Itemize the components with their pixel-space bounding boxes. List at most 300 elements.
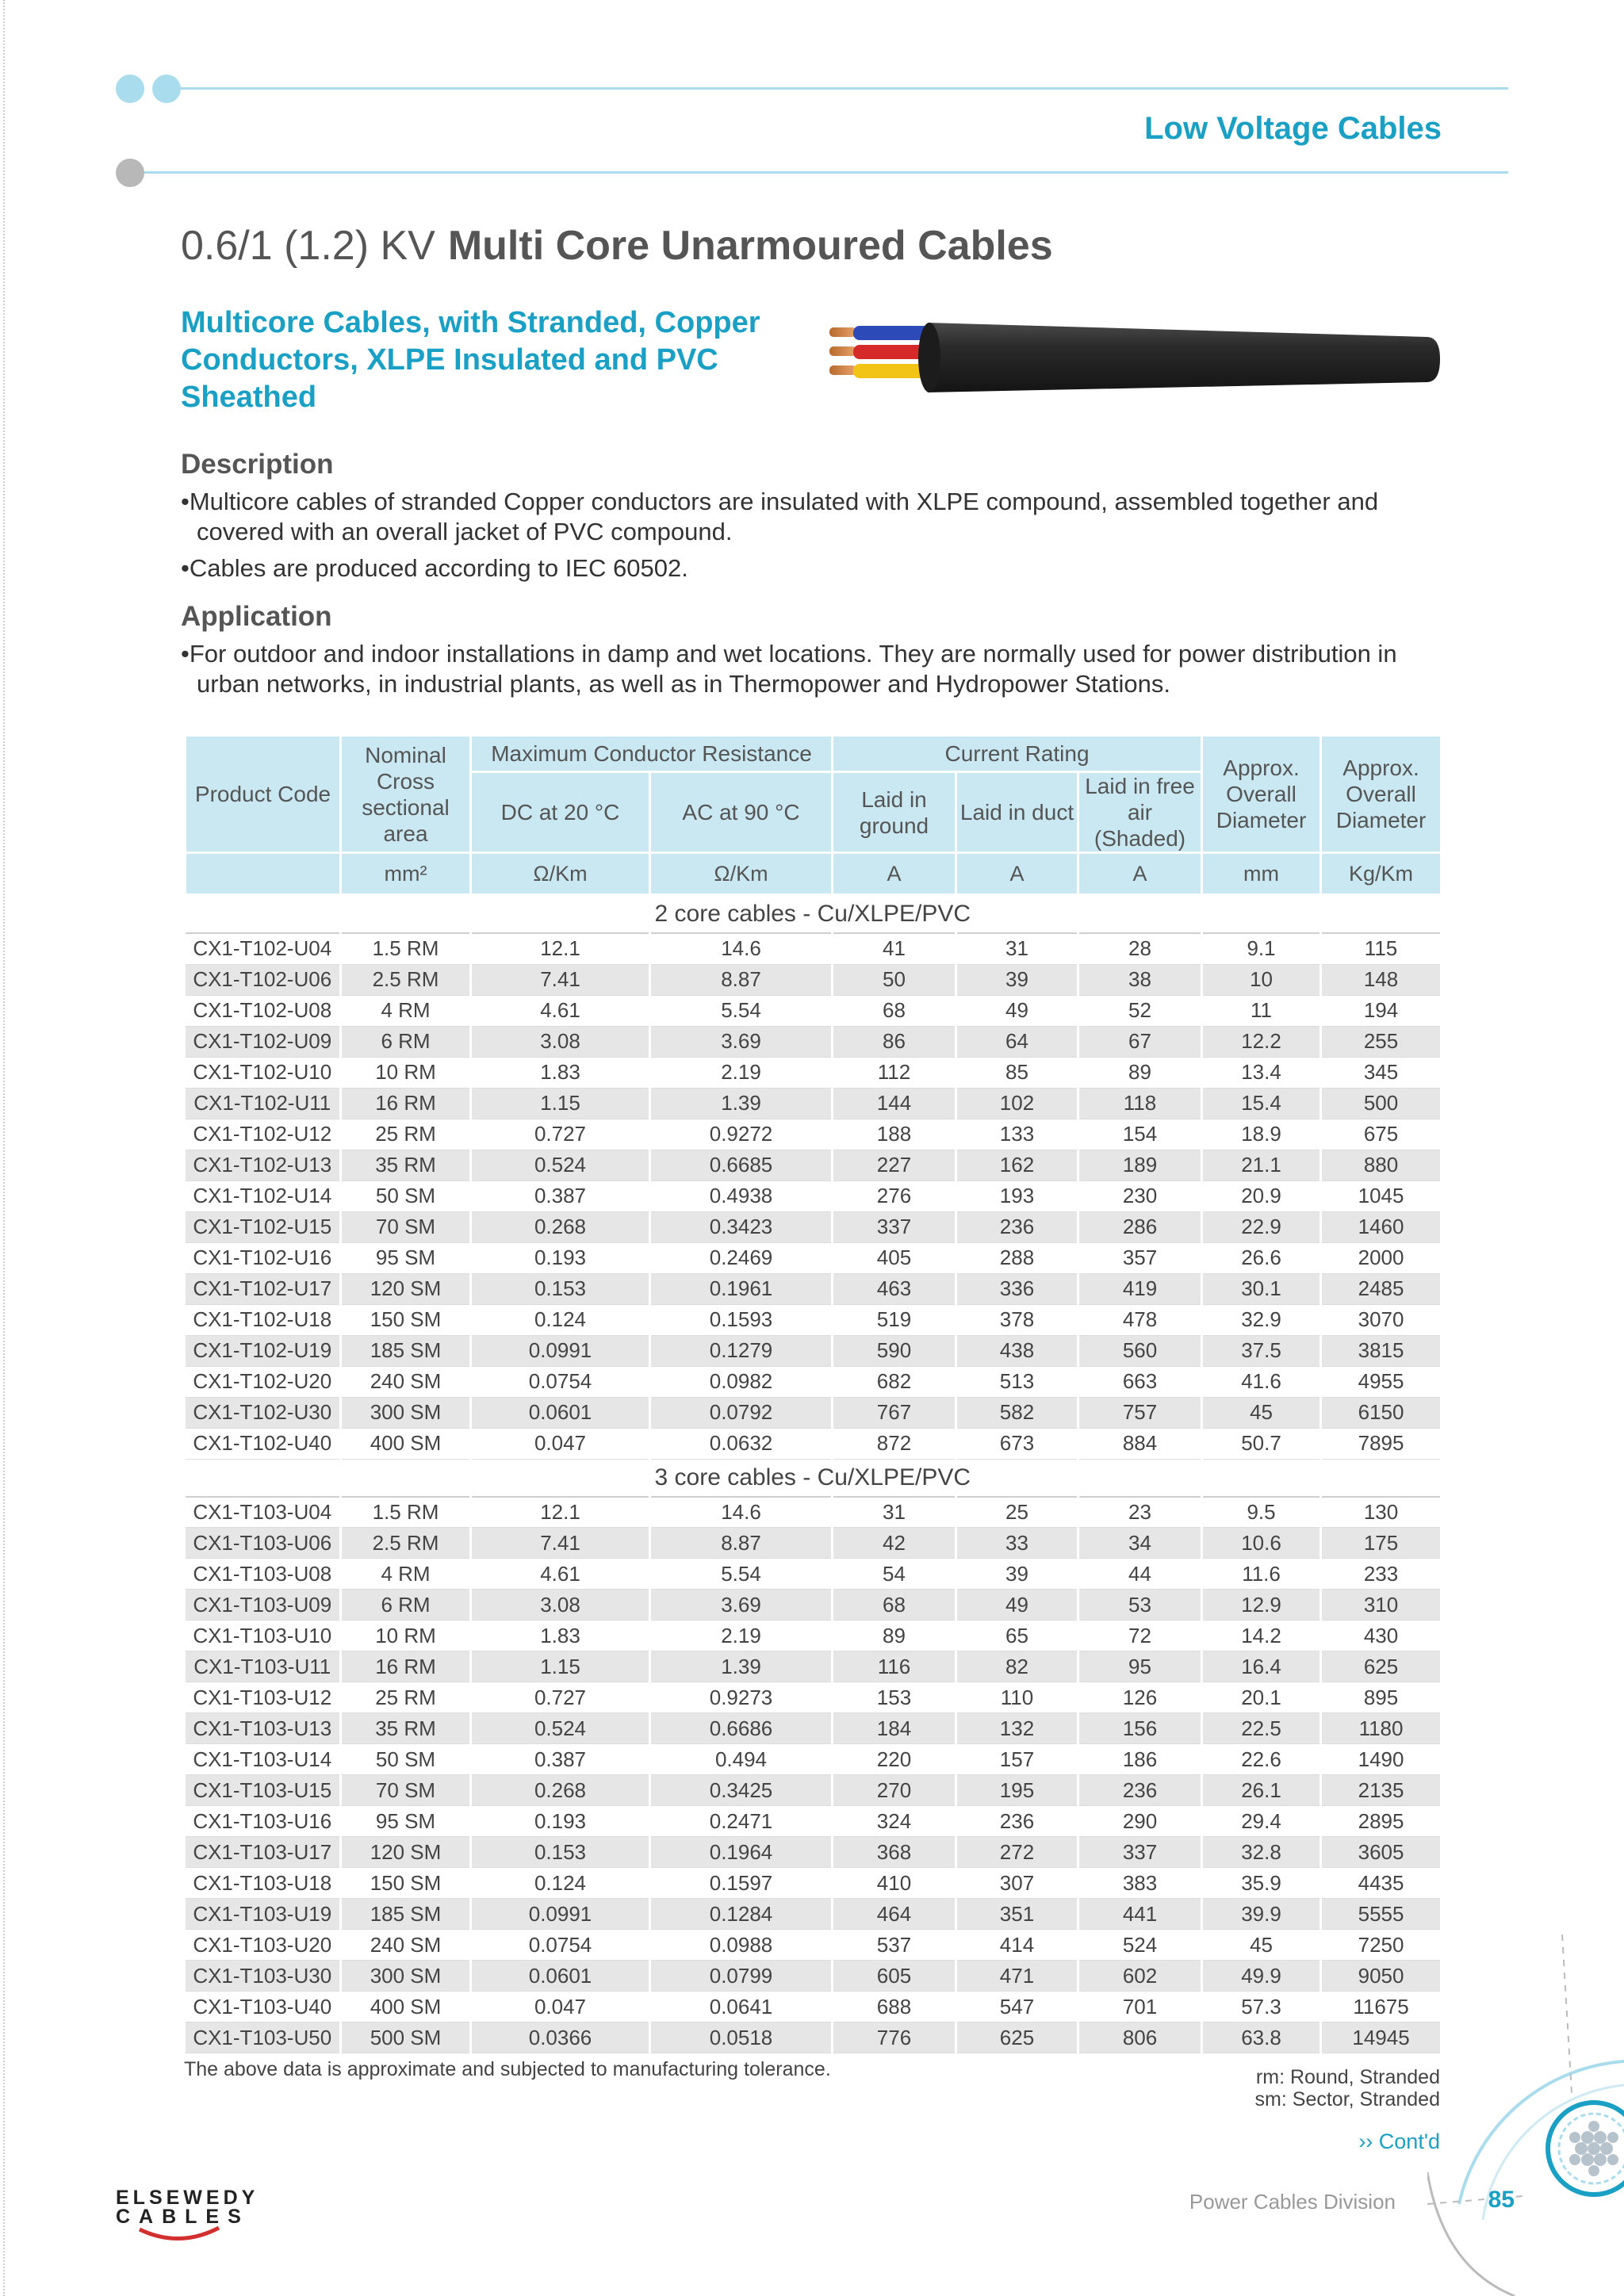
units-product-code (186, 853, 341, 895)
abbreviation-legend (1255, 2066, 1440, 2110)
table-cell: 112 (833, 1057, 956, 1088)
table-cell: 70 SM (341, 1775, 471, 1806)
table-cell: 276 (833, 1181, 956, 1211)
table-cell: 419 (1078, 1273, 1202, 1304)
table-cell: 0.6685 (650, 1150, 833, 1181)
table-cell: 95 SM (341, 1242, 471, 1273)
table-cell: 378 (956, 1304, 1078, 1335)
table-cell: 675 (1321, 1119, 1442, 1150)
table-row (186, 933, 1442, 964)
table-cell: 6 RM (341, 1590, 471, 1621)
table-cell: 0.047 (471, 1992, 650, 2022)
table-cell: 1.83 (471, 1057, 650, 1088)
table-row (186, 1899, 1442, 1930)
table-cell: 400 SM (341, 1428, 471, 1459)
table-row (186, 2022, 1442, 2053)
table-cell: 156 (1078, 1713, 1202, 1744)
table-cell: 464 (833, 1899, 956, 1930)
table-cell: 95 (1078, 1651, 1202, 1682)
table-cell: 220 (833, 1744, 956, 1775)
product-code-cell: CX1-T102-U19 (186, 1335, 341, 1366)
table-cell: 701 (1078, 1992, 1202, 2022)
table-cell: 1.15 (471, 1088, 650, 1119)
table-cell: 14.6 (650, 1497, 833, 1528)
table-row (186, 1651, 1442, 1682)
table-cell: 68 (833, 1590, 956, 1621)
table-cell: 20.1 (1202, 1682, 1321, 1713)
table-cell: 602 (1078, 1961, 1202, 1992)
header-max-resistance: Maximum Conductor Resistance (471, 736, 833, 772)
table-cell: 0.0601 (471, 1397, 650, 1428)
tolerance-note: The above data is approximate and subjected to manufacturing tolerance. (184, 2058, 831, 2080)
product-code-cell: CX1-T102-U17 (186, 1273, 341, 1304)
table-cell: 150 SM (341, 1304, 471, 1335)
table-cell: 471 (956, 1961, 1078, 1992)
table-cell: 85 (956, 1057, 1078, 1088)
product-code-cell: CX1-T103-U13 (186, 1713, 341, 1744)
table-cell: 148 (1321, 964, 1442, 995)
table-cell: 288 (956, 1242, 1078, 1273)
table-cell: 351 (956, 1899, 1078, 1930)
table-cell: 184 (833, 1713, 956, 1744)
table-cell: 625 (1321, 1651, 1442, 1682)
table-cell: 38 (1078, 964, 1202, 995)
table-cell: 45 (1202, 1930, 1321, 1961)
table-cell: 23 (1078, 1497, 1202, 1528)
table-cell: 12.1 (471, 933, 650, 964)
table-row (186, 995, 1442, 1026)
table-cell: 0.124 (471, 1304, 650, 1335)
table-cell: 663 (1078, 1366, 1202, 1397)
table-cell: 6 RM (341, 1026, 471, 1057)
table-cell: 0.3425 (650, 1775, 833, 1806)
application-bullet: •For outdoor and indoor installations in damp and wet locations. They are normally used for power distribution in urban networks, in industrial plants, as well as in Thermopower and Hydropower Stations. (181, 640, 1397, 698)
page-title (181, 222, 1053, 270)
table-cell: 0.2471 (650, 1806, 833, 1837)
table-cell: 1.15 (471, 1651, 650, 1682)
table-cell: 115 (1321, 933, 1442, 964)
table-cell: 270 (833, 1775, 956, 1806)
table-row (186, 1211, 1442, 1242)
table-cell: 357 (1078, 1242, 1202, 1273)
table-cell: 22.9 (1202, 1211, 1321, 1242)
table-cell: 300 SM (341, 1397, 471, 1428)
table-cell: 1.5 RM (341, 1497, 471, 1528)
table-cell: 236 (956, 1211, 1078, 1242)
table-cell: 16.4 (1202, 1651, 1321, 1682)
table-cell: 236 (956, 1806, 1078, 1837)
table-cell: 6150 (1321, 1397, 1442, 1428)
table-cell: 14.6 (650, 933, 833, 964)
table-cell: 1.39 (650, 1651, 833, 1682)
table-row (186, 1119, 1442, 1150)
table-cell: 1.39 (650, 1088, 833, 1119)
table-cell: 590 (833, 1335, 956, 1366)
product-code-cell: CX1-T103-U09 (186, 1590, 341, 1621)
table-cell: 86 (833, 1026, 956, 1057)
table-cell: 12.2 (1202, 1026, 1321, 1057)
table-cell: 582 (956, 1397, 1078, 1428)
table-row (186, 1366, 1442, 1397)
footer-division: Power Cables Division (1189, 2190, 1396, 2214)
product-code-cell: CX1-T103-U19 (186, 1899, 341, 1930)
table-cell: 4.61 (471, 1559, 650, 1590)
table-cell: 0.4938 (650, 1181, 833, 1211)
table-cell: 37.5 (1202, 1335, 1321, 1366)
table-cell: 500 (1321, 1088, 1442, 1119)
table-cell: 39.9 (1202, 1899, 1321, 1930)
header-dot (152, 75, 181, 103)
table-cell: 0.193 (471, 1806, 650, 1837)
product-code-cell: CX1-T102-U13 (186, 1150, 341, 1181)
product-code-cell: CX1-T102-U16 (186, 1242, 341, 1273)
table-cell: 185 SM (341, 1899, 471, 1930)
table-cell: 130 (1321, 1497, 1442, 1528)
table-row (186, 1497, 1442, 1528)
unit-cell: mm² (341, 853, 471, 895)
table-cell: 44 (1078, 1559, 1202, 1590)
table-row (186, 1590, 1442, 1621)
table-cell: 272 (956, 1837, 1078, 1868)
table-cell: 2.19 (650, 1621, 833, 1651)
table-cell: 5555 (1321, 1899, 1442, 1930)
table-cell: 884 (1078, 1428, 1202, 1459)
table-cell: 4 RM (341, 995, 471, 1026)
table-cell: 3.08 (471, 1026, 650, 1057)
table-cell: 9.5 (1202, 1497, 1321, 1528)
application-text (181, 639, 1450, 706)
table-cell: 500 SM (341, 2022, 471, 2053)
table-cell: 806 (1078, 2022, 1202, 2053)
product-code-cell: CX1-T103-U12 (186, 1682, 341, 1713)
description-bullet: •Multicore cables of stranded Copper conductors are insulated with XLPE compound, assembled together and covered with an overall jacket of PVC compound. (181, 488, 1379, 545)
table-row (186, 1528, 1442, 1559)
table-cell: 872 (833, 1428, 956, 1459)
table-cell: 10.6 (1202, 1528, 1321, 1559)
table-cell: 188 (833, 1119, 956, 1150)
table-row (186, 1930, 1442, 1961)
table-cell: 0.1284 (650, 1899, 833, 1930)
table-cell: 0.0799 (650, 1961, 833, 1992)
product-code-cell: CX1-T102-U30 (186, 1397, 341, 1428)
table-cell: 0.193 (471, 1242, 650, 1273)
table-cell: 776 (833, 2022, 956, 2053)
table-cell: 120 SM (341, 1837, 471, 1868)
company-logo-line2: CABLES (116, 2206, 250, 2228)
header-weight: Approx. Overall Diameter (1321, 736, 1442, 853)
unit-cell: Kg/Km (1321, 853, 1442, 895)
table-cell: 30.1 (1202, 1273, 1321, 1304)
table-row (186, 1992, 1442, 2022)
table-row (186, 1242, 1442, 1273)
table-cell: 625 (956, 2022, 1078, 2053)
table-cell: 10 RM (341, 1057, 471, 1088)
title-name: Multi Core Unarmoured Cables (447, 223, 1053, 269)
table-cell: 49.9 (1202, 1961, 1321, 1992)
table-cell: 3.69 (650, 1026, 833, 1057)
table-cell: 345 (1321, 1057, 1442, 1088)
header-nominal-area: Nominal Cross sectional area (341, 736, 471, 853)
table-cell: 324 (833, 1806, 956, 1837)
table-cell: 32.9 (1202, 1304, 1321, 1335)
table-cell: 22.6 (1202, 1744, 1321, 1775)
table-cell: 25 RM (341, 1119, 471, 1150)
table-cell: 0.268 (471, 1211, 650, 1242)
table-cell: 0.2469 (650, 1242, 833, 1273)
table-cell: 25 (956, 1497, 1078, 1528)
table-row (186, 1181, 1442, 1211)
table-cell: 9050 (1321, 1961, 1442, 1992)
table-cell: 63.8 (1202, 2022, 1321, 2053)
product-code-cell: CX1-T102-U18 (186, 1304, 341, 1335)
table-cell: 18.9 (1202, 1119, 1321, 1150)
product-code-cell: CX1-T102-U15 (186, 1211, 341, 1242)
table-cell: 0.524 (471, 1150, 650, 1181)
logo-swoosh (116, 2225, 235, 2248)
table-cell: 0.0982 (650, 1366, 833, 1397)
table-cell: 3.69 (650, 1590, 833, 1621)
product-subtitle: Multicore Cables, with Stranded, Copper Conductors, XLPE Insulated and PVC Sheathed (181, 306, 760, 414)
table-cell: 2135 (1321, 1775, 1442, 1806)
table-row (186, 964, 1442, 995)
table-row (186, 1088, 1442, 1119)
product-code-cell: CX1-T102-U04 (186, 933, 341, 964)
table-row (186, 1428, 1442, 1459)
product-code-cell: CX1-T103-U50 (186, 2022, 341, 2053)
table-row (186, 1682, 1442, 1713)
table-cell: 50 SM (341, 1744, 471, 1775)
table-cell: 438 (956, 1335, 1078, 1366)
table-cell: 441 (1078, 1899, 1202, 1930)
table-cell: 89 (1078, 1057, 1202, 1088)
table-cell: 118 (1078, 1088, 1202, 1119)
table-cell: 120 SM (341, 1273, 471, 1304)
table-row (186, 1868, 1442, 1899)
table-cell: 0.9272 (650, 1119, 833, 1150)
table-cell: 286 (1078, 1211, 1202, 1242)
table-cell: 11.6 (1202, 1559, 1321, 1590)
table-cell: 0.0988 (650, 1930, 833, 1961)
header-laid-duct: Laid in duct (956, 772, 1078, 853)
table-cell: 0.1593 (650, 1304, 833, 1335)
table-cell: 310 (1321, 1590, 1442, 1621)
table-cell: 227 (833, 1150, 956, 1181)
table-cell: 7.41 (471, 964, 650, 995)
table-row (186, 1397, 1442, 1428)
table-row (186, 1304, 1442, 1335)
product-code-cell: CX1-T103-U04 (186, 1497, 341, 1528)
product-code-cell: CX1-T103-U30 (186, 1961, 341, 1992)
table-cell: 0.0641 (650, 1992, 833, 2022)
table-cell: 0.153 (471, 1837, 650, 1868)
product-code-cell: CX1-T102-U08 (186, 995, 341, 1026)
table-cell: 7895 (1321, 1428, 1442, 1459)
table-cell: 0.0754 (471, 1366, 650, 1397)
table-cell: 230 (1078, 1181, 1202, 1211)
table-cell: 189 (1078, 1150, 1202, 1181)
table-row (186, 1837, 1442, 1868)
table-cell: 0.1964 (650, 1837, 833, 1868)
header-laid-air: Laid in free air (Shaded) (1078, 772, 1202, 853)
legend-item: rm: Round, Stranded (1255, 2066, 1440, 2088)
table-cell: 16 RM (341, 1651, 471, 1682)
table-cell: 132 (956, 1713, 1078, 1744)
table-cell: 240 SM (341, 1930, 471, 1961)
table-cell: 400 SM (341, 1992, 471, 2022)
table-cell: 154 (1078, 1119, 1202, 1150)
table-cell: 53 (1078, 1590, 1202, 1621)
spec-table (184, 734, 1442, 2053)
header-rule (144, 171, 1508, 174)
page-perforation (3, 0, 5, 2296)
table-cell: 0.153 (471, 1273, 650, 1304)
table-cell: 72 (1078, 1621, 1202, 1651)
table-cell: 880 (1321, 1150, 1442, 1181)
table-cell: 26.1 (1202, 1775, 1321, 1806)
units-row (186, 853, 1442, 895)
unit-cell: Ω/Km (471, 853, 650, 895)
table-cell: 255 (1321, 1026, 1442, 1057)
description-bullet: •Cables are produced according to IEC 60502. (181, 554, 688, 582)
table-cell: 39 (956, 1559, 1078, 1590)
table-cell: 1460 (1321, 1211, 1442, 1242)
table-cell: 102 (956, 1088, 1078, 1119)
table-row (186, 1335, 1442, 1366)
table-cell: 28 (1078, 933, 1202, 964)
table-cell: 12.9 (1202, 1590, 1321, 1621)
table-cell: 430 (1321, 1621, 1442, 1651)
table-cell: 673 (956, 1428, 1078, 1459)
description-heading: Description (181, 449, 334, 480)
table-cell: 144 (833, 1088, 956, 1119)
table-cell: 233 (1321, 1559, 1442, 1590)
description-text (181, 487, 1450, 590)
table-cell: 89 (833, 1621, 956, 1651)
table-cell: 3815 (1321, 1335, 1442, 1366)
table-cell: 2.19 (650, 1057, 833, 1088)
header-dc: DC at 20 °C (471, 772, 650, 853)
table-cell: 29.4 (1202, 1806, 1321, 1837)
table-cell: 13.4 (1202, 1057, 1321, 1088)
table-cell: 1.5 RM (341, 933, 471, 964)
table-cell: 57.3 (1202, 1992, 1321, 2022)
table-cell: 14945 (1321, 2022, 1442, 2053)
table-cell: 0.727 (471, 1119, 650, 1150)
table-cell: 67 (1078, 1026, 1202, 1057)
table-cell: 383 (1078, 1868, 1202, 1899)
table-cell: 15.4 (1202, 1088, 1321, 1119)
continued-link[interactable]: ›› Cont'd (1358, 2130, 1440, 2153)
table-cell: 0.1597 (650, 1868, 833, 1899)
table-cell: 0.387 (471, 1181, 650, 1211)
product-code-cell: CX1-T103-U14 (186, 1744, 341, 1775)
table-cell: 193 (956, 1181, 1078, 1211)
table-cell: 0.0792 (650, 1397, 833, 1428)
section-title: Low Voltage Cables (1144, 111, 1442, 146)
table-cell: 11 (1202, 995, 1321, 1026)
table-cell: 195 (956, 1775, 1078, 1806)
table-cell: 65 (956, 1621, 1078, 1651)
table-cell: 336 (956, 1273, 1078, 1304)
table-cell: 0.0518 (650, 2022, 833, 2053)
table-cell: 0.727 (471, 1682, 650, 1713)
table-cell: 0.0601 (471, 1961, 650, 1992)
product-code-cell: CX1-T102-U40 (186, 1428, 341, 1459)
table-cell: 39 (956, 964, 1078, 995)
product-code-cell: CX1-T103-U10 (186, 1621, 341, 1651)
table-cell: 35 RM (341, 1150, 471, 1181)
table-cell: 35.9 (1202, 1868, 1321, 1899)
table-cell: 3605 (1321, 1837, 1442, 1868)
table-cell: 0.3423 (650, 1211, 833, 1242)
table-cell: 410 (833, 1868, 956, 1899)
table-row (186, 1150, 1442, 1181)
table-cell: 126 (1078, 1682, 1202, 1713)
table-cell: 186 (1078, 1744, 1202, 1775)
table-cell: 162 (956, 1150, 1078, 1181)
table-cell: 0.1279 (650, 1335, 833, 1366)
table-cell: 5.54 (650, 1559, 833, 1590)
table-cell: 49 (956, 995, 1078, 1026)
table-cell: 519 (833, 1304, 956, 1335)
table-cell: 368 (833, 1837, 956, 1868)
application-heading: Application (181, 601, 332, 632)
table-cell: 116 (833, 1651, 956, 1682)
table-cell: 50 SM (341, 1181, 471, 1211)
table-cell: 2895 (1321, 1806, 1442, 1837)
table-cell: 64 (956, 1026, 1078, 1057)
table-cell: 0.387 (471, 1744, 650, 1775)
table-cell: 236 (1078, 1775, 1202, 1806)
header-rule (181, 87, 1508, 90)
table-cell: 22.5 (1202, 1713, 1321, 1744)
table-cell: 50.7 (1202, 1428, 1321, 1459)
table-cell: 240 SM (341, 1366, 471, 1397)
table-cell: 0.124 (471, 1868, 650, 1899)
table-cell: 1490 (1321, 1744, 1442, 1775)
table-cell: 0.524 (471, 1713, 650, 1744)
header-ac: AC at 90 °C (650, 772, 833, 853)
table-cell: 537 (833, 1930, 956, 1961)
table-cell: 2.5 RM (341, 1528, 471, 1559)
table-cell: 35 RM (341, 1713, 471, 1744)
product-code-cell: CX1-T103-U06 (186, 1528, 341, 1559)
table-cell: 9.1 (1202, 933, 1321, 964)
table-cell: 0.0991 (471, 1335, 650, 1366)
table-cell: 300 SM (341, 1961, 471, 1992)
table-cell: 4 RM (341, 1559, 471, 1590)
table-cell: 307 (956, 1868, 1078, 1899)
table-cell: 16 RM (341, 1088, 471, 1119)
product-code-cell: CX1-T102-U09 (186, 1026, 341, 1057)
table-cell: 0.0632 (650, 1428, 833, 1459)
product-code-cell: CX1-T102-U10 (186, 1057, 341, 1088)
product-code-cell: CX1-T103-U17 (186, 1837, 341, 1868)
product-code-cell: CX1-T102-U11 (186, 1088, 341, 1119)
table-cell: 11675 (1321, 1992, 1442, 2022)
table-cell: 0.047 (471, 1428, 650, 1459)
table-cell: 3.08 (471, 1590, 650, 1621)
header-diameter: Approx. Overall Diameter (1202, 736, 1321, 853)
table-cell: 110 (956, 1682, 1078, 1713)
product-code-cell: CX1-T102-U06 (186, 964, 341, 995)
table-cell: 26.6 (1202, 1242, 1321, 1273)
product-code-cell: CX1-T103-U40 (186, 1992, 341, 2022)
spec-table-body (186, 895, 1442, 2053)
table-cell: 10 (1202, 964, 1321, 995)
table-cell: 4955 (1321, 1366, 1442, 1397)
product-code-cell: CX1-T102-U20 (186, 1366, 341, 1397)
